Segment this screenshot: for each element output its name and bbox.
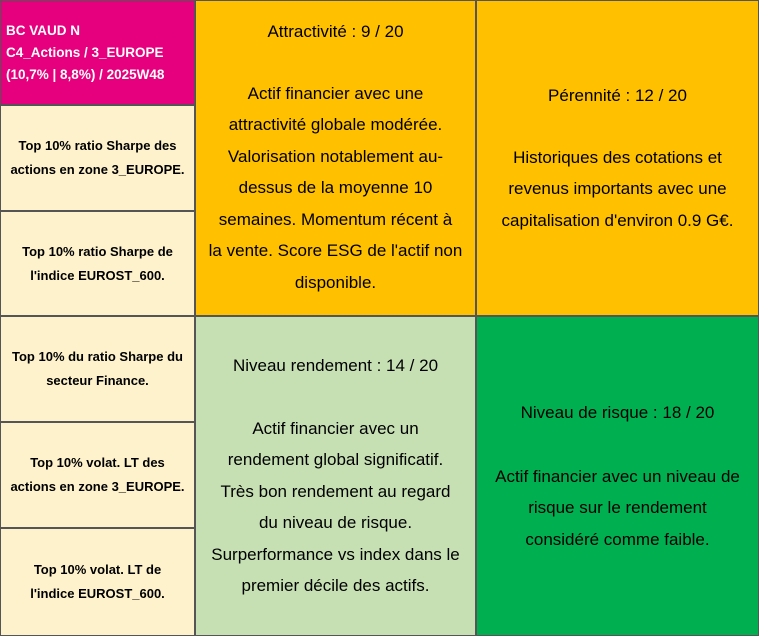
attractivite-description	[209, 78, 463, 299]
attractivite-panel	[195, 0, 476, 316]
description-line: dessus de la moyenne 10	[238, 178, 433, 197]
description-line: premier décile des actifs.	[241, 576, 430, 596]
description-line: semaines. Momentum récent à	[218, 209, 453, 229]
description-line: du niveau de risque.	[258, 513, 413, 533]
criterion-line: actions en zone 3_EUROPE.	[10, 479, 185, 494]
description-line: Très bon rendement au regard	[220, 481, 451, 501]
description-line: considéré comme faible.	[525, 529, 710, 549]
criterion-sharpe-index	[0, 211, 195, 316]
description-line: revenus importants avec une	[508, 179, 727, 198]
description-line: disponible.	[294, 272, 377, 292]
asset-header	[0, 0, 195, 105]
description-line: Actif financier avec un	[252, 418, 419, 438]
description-line: Surperformance vs index dans le	[211, 544, 460, 564]
perennite-description	[502, 142, 734, 237]
criterion-line: l'indice EUROST_600.	[30, 586, 165, 601]
criterion-sharpe-zone	[0, 105, 195, 211]
criterion-line: l'indice EUROST_600.	[30, 267, 165, 283]
description-line: Actif financier avec un niveau de	[495, 466, 740, 486]
description-line: la vente. Score ESG de l'actif non	[208, 241, 463, 260]
description-line: attractivité globale modérée.	[228, 115, 443, 134]
criterion-line: Top 10% volat. LT des	[30, 455, 165, 470]
criterion-volat-zone	[0, 422, 195, 528]
criterion-volat-index	[0, 528, 195, 636]
asset-category: C4_Actions / 3_EUROPE	[6, 44, 164, 60]
description-line: Valorisation notablement au-	[227, 146, 444, 166]
criterion-sharpe-sector	[0, 316, 195, 422]
description-line: risque sur le rendement	[528, 498, 707, 517]
risque-panel	[476, 316, 759, 636]
criterion-line: Top 10% volat. LT de	[33, 562, 162, 577]
criterion-line: secteur Finance.	[46, 373, 149, 388]
rendement-score: Niveau rendement : 14 / 20	[232, 356, 439, 376]
criterion-line: actions en zone 3_EUROPE.	[10, 162, 185, 177]
risque-score: Niveau de risque : 18 / 20	[520, 403, 715, 422]
attractivite-score: Attractivité : 9 / 20	[267, 22, 404, 41]
description-line: rendement global significatif.	[227, 450, 444, 470]
description-line: Historiques des cotations et	[513, 147, 722, 167]
description-line: capitalisation d'environ 0.9 G€.	[501, 210, 734, 230]
rendement-panel	[195, 316, 476, 636]
criterion-line: Top 10% ratio Sharpe de	[22, 243, 173, 259]
asset-name: BC VAUD N	[6, 22, 80, 38]
criterion-line: Top 10% ratio Sharpe des	[18, 138, 177, 153]
description-line: Actif financier avec une	[247, 83, 424, 103]
asset-stats: (10,7% | 8,8%) / 2025W48	[6, 66, 165, 82]
risque-description	[495, 461, 740, 556]
perennite-panel	[476, 0, 759, 316]
rendement-description	[211, 413, 460, 602]
perennite-score: Pérennité : 12 / 20	[548, 86, 687, 105]
criterion-line: Top 10% du ratio Sharpe du	[12, 349, 183, 364]
